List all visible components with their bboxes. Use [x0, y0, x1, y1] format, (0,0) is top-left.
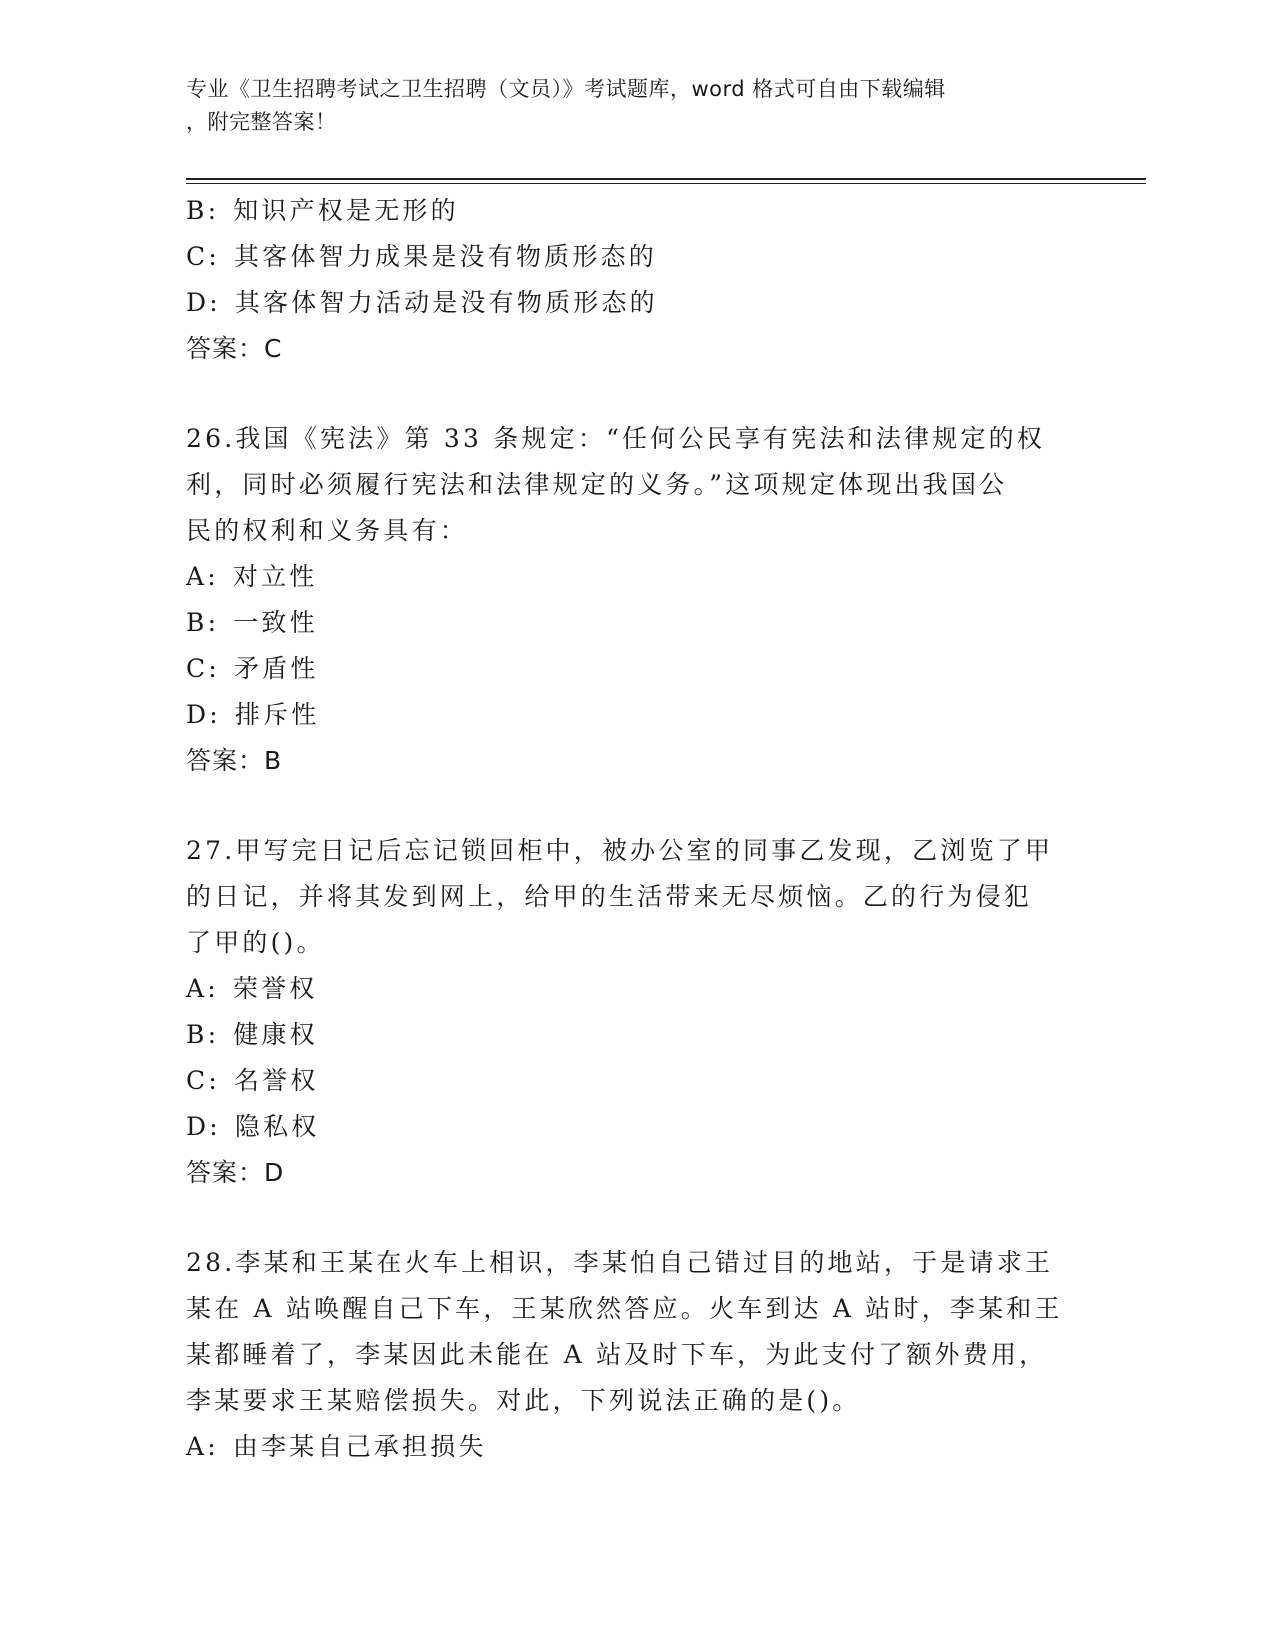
question-text-line: 民的权利和义务具有：: [186, 516, 469, 545]
option-c: C: 名誉权: [186, 1066, 319, 1095]
header-rule-thin: [186, 183, 1146, 184]
answer-line: 答案：B: [186, 746, 283, 775]
question-text-line: 李某要求王某赔偿损失。对此，下列说法正确的是()。: [186, 1386, 861, 1415]
document-header: [186, 73, 1066, 139]
option-c: C: 矛盾性: [186, 654, 319, 683]
question-text-line: 某在 A 站唤醒自己下车，王某欣然答应。火车到达 A 站时，李某和王: [186, 1294, 1063, 1323]
answer-line: 答案：D: [186, 1158, 285, 1187]
option-d: D: 排斥性: [186, 700, 320, 729]
question-text-line: 利，同时必须履行宪法和法律规定的义务。”这项规定体现出我国公: [186, 470, 1008, 499]
option-c: C: 其客体智力成果是没有物质形态的: [186, 242, 657, 271]
option-d: D: 隐私权: [186, 1112, 320, 1141]
question-28: [186, 1240, 1076, 1470]
question-26: [186, 416, 1076, 784]
question-text-line: 的日记，并将其发到网上，给甲的生活带来无尽烦恼。乙的行为侵犯: [186, 882, 1033, 911]
answer-line: 答案：C: [186, 334, 283, 363]
header-line-1: 专业《卫生招聘考试之卫生招聘（文员）》考试题库，word 格式可自由下载编辑: [186, 77, 946, 101]
option-d: D: 其客体智力活动是没有物质形态的: [186, 288, 658, 317]
question-text-line: 了甲的()。: [186, 928, 325, 957]
option-b: B: 知识产权是无形的: [186, 196, 459, 225]
option-a: A: 由李某自己承担损失: [186, 1432, 487, 1461]
question-text-line: 26.我国《宪法》第 33 条规定：“任何公民享有宪法和法律规定的权: [186, 424, 1046, 453]
header-line-2: ，附完整答案！: [186, 110, 337, 134]
question-25-fragment: [186, 188, 1076, 372]
option-a: A: 荣誉权: [186, 974, 318, 1003]
question-text-line: 某都睡着了，李某因此未能在 A 站及时下车，为此支付了额外费用，: [186, 1340, 1048, 1369]
question-text-line: 27.甲写完日记后忘记锁回柜中，被办公室的同事乙发现，乙浏览了甲: [186, 836, 1054, 865]
option-b: B: 健康权: [186, 1020, 318, 1049]
question-text-line: 28.李某和王某在火车上相识，李某怕自己错过目的地站，于是请求王: [186, 1248, 1054, 1277]
option-a: A: 对立性: [186, 562, 318, 591]
option-b: B: 一致性: [186, 608, 318, 637]
question-27: [186, 828, 1076, 1196]
question-list: [186, 188, 1076, 1470]
header-rule-thick: [186, 178, 1146, 180]
